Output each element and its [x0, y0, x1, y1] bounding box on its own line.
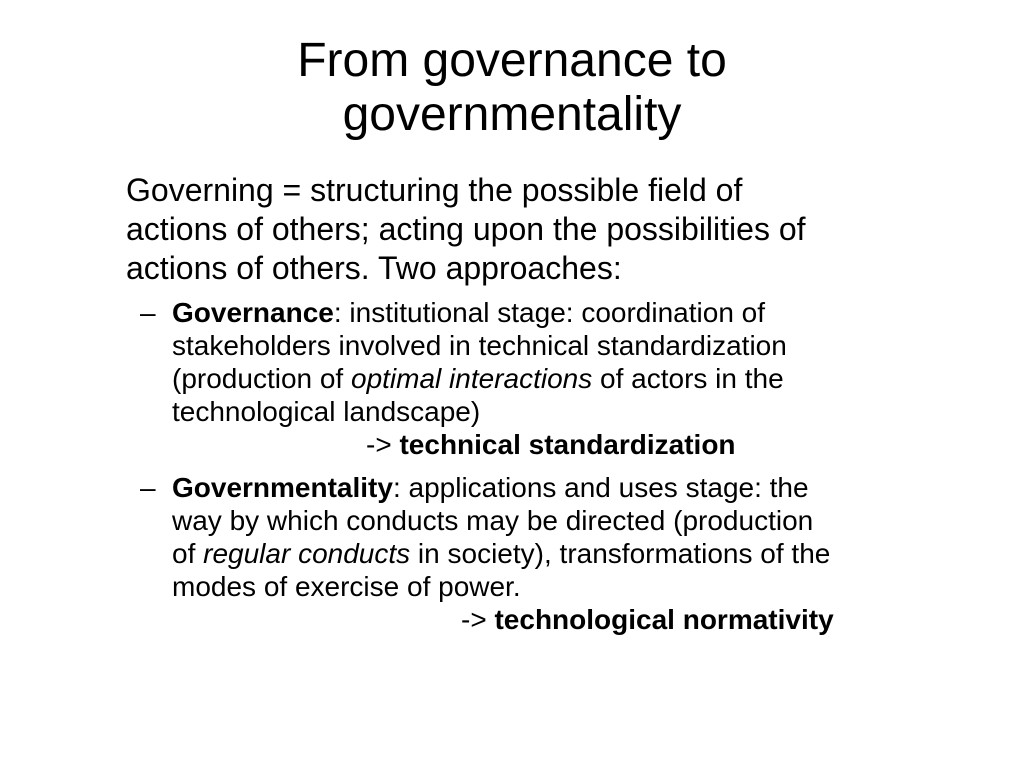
bullet-line	[172, 537, 1002, 570]
title-line: From governance to	[297, 34, 727, 87]
intro-line: actions of others; acting upon the possibilities of	[126, 211, 806, 247]
bullet-term: Governance	[172, 297, 334, 328]
arrow-text: ->	[366, 429, 400, 460]
intro-paragraph	[126, 171, 1006, 288]
bullet-line: technological landscape)	[172, 396, 481, 427]
title-line: governmentality	[342, 88, 682, 141]
bullet-dash: –	[140, 472, 156, 503]
bullet-line-text: of actors in the	[592, 363, 784, 394]
bullet-line	[172, 362, 1002, 395]
bullet-outcome-line	[172, 603, 1002, 636]
bullet-line-text: : applications and uses stage: the	[392, 472, 809, 503]
bullet-line-text: (production of	[172, 363, 351, 394]
bullet-line	[172, 296, 1002, 329]
arrow-text: ->	[461, 604, 495, 635]
intro-line: Governing = structuring the possible field of	[126, 172, 743, 208]
bullet-line-text: : institutional stage: coordination of	[333, 297, 766, 328]
bullet-text	[172, 296, 1002, 461]
bullet-line-text: of	[172, 538, 204, 569]
bullet-governance	[0, 296, 1024, 461]
bullet-dash: –	[140, 297, 156, 328]
bullet-outcome-line	[172, 428, 1002, 461]
bullet-text	[172, 471, 1002, 636]
bullet-emphasis: optimal interactions	[351, 363, 593, 394]
bullet-line: stakeholders involved in technical standardization	[172, 330, 787, 361]
bullet-line: modes of exercise of power.	[172, 571, 521, 602]
bullet-outcome: technical standardization	[399, 429, 736, 460]
bullet-term: Governmentality	[172, 472, 393, 503]
intro-line: actions of others. Two approaches:	[126, 250, 622, 286]
bullet-outcome: technological normativity	[494, 604, 834, 635]
bullet-line: way by which conducts may be directed (production	[172, 505, 814, 536]
slide-title	[0, 34, 1024, 142]
bullet-emphasis: regular conducts	[203, 538, 411, 569]
bullet-list	[0, 296, 1024, 636]
bullet-governmentality	[0, 471, 1024, 636]
bullet-line	[172, 471, 1002, 504]
bullet-line-text: in society), transformations of the	[410, 538, 831, 569]
